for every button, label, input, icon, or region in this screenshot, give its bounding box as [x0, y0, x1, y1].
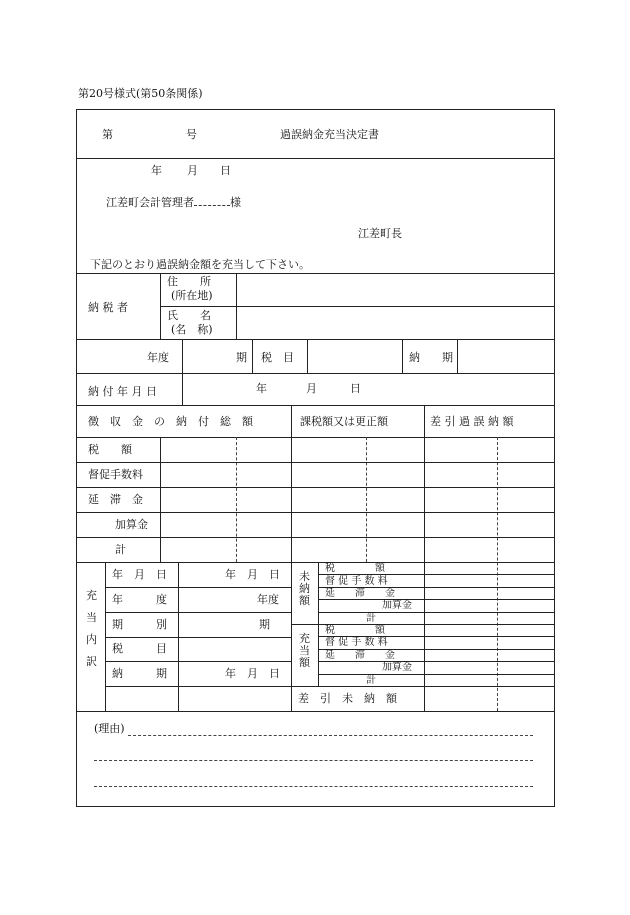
applied-label-3: 額 [299, 656, 310, 669]
name-label: 氏 名 [167, 309, 211, 322]
addressee-honorific: 様 [230, 196, 241, 209]
applied-delinquency: 延 滞 金 [325, 650, 395, 661]
signature-line [194, 195, 230, 206]
payment-date-day: 日 [350, 382, 361, 395]
date-year: 年 [151, 164, 162, 177]
reason-line-3 [94, 786, 533, 787]
unpaid-label-1: 未 [299, 570, 310, 583]
unpaid-total: 計 [366, 613, 376, 624]
rule [105, 612, 291, 613]
rule [76, 273, 555, 274]
unpaid-delinquency: 延 滞 金 [325, 588, 395, 599]
amount-row-dunning-fee: 督促手数料 [88, 468, 143, 481]
appropriation-year-label: 年 度 [112, 593, 167, 606]
appropriation-due-label: 納 期 [112, 667, 167, 680]
rule [291, 405, 292, 711]
date-day: 日 [220, 164, 231, 177]
applied-total: 計 [366, 675, 376, 686]
rule [366, 437, 367, 562]
unpaid-additional: 加算金 [382, 600, 412, 611]
unpaid-label-2: 納 [299, 582, 310, 595]
fiscal-year-label: 年度 [147, 351, 169, 364]
rule [307, 339, 308, 373]
payment-date-year: 年 [256, 382, 267, 395]
rule [76, 158, 555, 159]
appropriation-date-value: 年 月 日 [225, 568, 280, 581]
rule [76, 711, 555, 712]
appropriation-due-value: 年 月 日 [225, 667, 280, 680]
intro-text: 下記のとおり過誤納金額を充当して下さい。 [90, 258, 310, 271]
header-overpaid: 差 引 過 誤 納 額 [430, 415, 514, 428]
rule [160, 306, 555, 307]
rule [291, 686, 555, 687]
appropriation-label-4: 訳 [86, 655, 97, 668]
rule [105, 637, 291, 638]
amount-row-additional: 加算金 [115, 518, 148, 531]
unpaid-tax: 税 額 [325, 563, 385, 574]
applied-tax: 税 額 [325, 625, 385, 636]
appropriation-label-2: 当 [86, 611, 97, 624]
rule [318, 574, 555, 575]
rule [236, 437, 237, 562]
document-title: 過誤納金充当決定書 [280, 128, 379, 141]
applied-label-2: 当 [299, 644, 310, 657]
applied-additional: 加算金 [382, 662, 412, 673]
date-month: 月 [187, 164, 198, 177]
unpaid-label-3: 額 [299, 594, 310, 607]
rule [76, 537, 555, 538]
appropriation-term-label: 期 別 [112, 618, 167, 631]
rule [160, 437, 161, 562]
appropriation-label-1: 充 [86, 589, 97, 602]
reason-label: (理由) [94, 722, 125, 735]
rule [76, 437, 555, 438]
rule [318, 661, 555, 662]
reason-line-1 [128, 735, 533, 736]
rule [105, 686, 291, 687]
issuer: 江差町長 [358, 227, 402, 240]
applied-dunning-fee: 督 促 手 数 料 [325, 637, 388, 648]
payment-period-label: 納 期 [409, 351, 453, 364]
appropriation-term-value: 期 [259, 618, 270, 631]
addressee [106, 195, 241, 209]
rule [76, 512, 555, 513]
appropriation-year-value: 年度 [257, 593, 279, 606]
address-label: 住 所 [167, 275, 211, 288]
taxpayer-label: 納 税 者 [88, 301, 128, 314]
appropriation-tax-item-label: 税 目 [112, 642, 167, 655]
rule [105, 587, 291, 588]
rule [76, 487, 555, 488]
rule [105, 661, 291, 662]
rule [318, 612, 555, 613]
amount-row-tax: 税 額 [88, 443, 132, 456]
form-caption: 第20号様式(第50条関係) [78, 87, 203, 100]
number-suffix: 号 [186, 128, 197, 141]
header-total-paid: 徴 収 金 の 納 付 総 額 [88, 415, 253, 428]
appropriation-label-3: 内 [86, 633, 97, 646]
payment-date-month: 月 [306, 382, 317, 395]
rule [457, 339, 458, 373]
remaining-unpaid-label: 差 引 未 納 額 [298, 692, 397, 705]
address-sublabel: (所在地) [171, 289, 213, 302]
rule [424, 405, 425, 711]
name-sublabel: (名 称) [171, 323, 213, 336]
tax-item-label: 税 目 [261, 351, 294, 364]
appropriation-date-label: 年 月 日 [112, 568, 167, 581]
payment-date-label: 納 付 年 月 日 [88, 385, 157, 398]
rule [318, 599, 555, 600]
rule [318, 674, 555, 675]
addressee-name: 江差町会計管理者 [106, 196, 194, 209]
number-prefix: 第 [102, 128, 113, 141]
rule [182, 339, 183, 373]
rule [76, 405, 555, 406]
amount-row-delinquency: 延 滞 金 [88, 493, 143, 506]
header-assessed: 課税額又は更正額 [300, 415, 388, 428]
rule [402, 339, 403, 373]
rule [76, 562, 555, 563]
reason-line-2 [94, 760, 533, 761]
applied-label-1: 充 [299, 632, 310, 645]
rule [76, 339, 555, 340]
period-label: 期 [236, 351, 247, 364]
rule [76, 373, 555, 374]
rule [76, 462, 555, 463]
amount-row-total: 計 [115, 543, 126, 556]
unpaid-dunning-fee: 督 促 手 数 料 [325, 576, 388, 587]
rule [182, 373, 183, 405]
rule [252, 339, 253, 373]
